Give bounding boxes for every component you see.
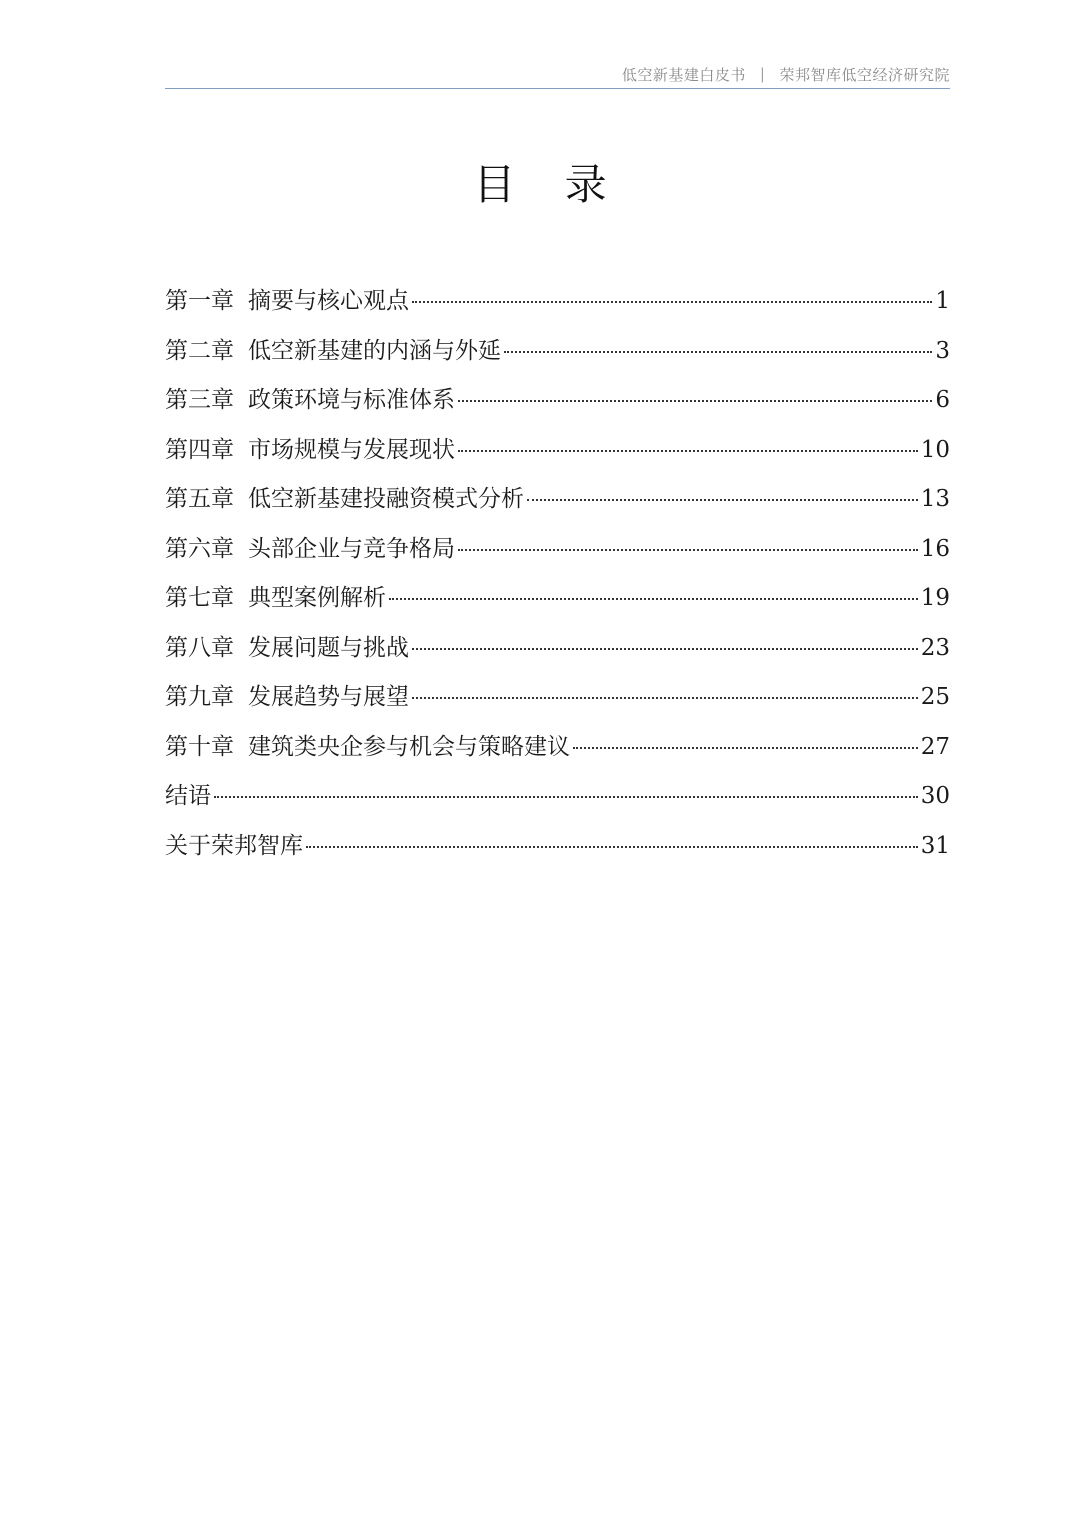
toc-chapter-number: 第七章 [165,585,234,611]
header-document-title: 低空新基建白皮书 [621,65,746,84]
toc-entry[interactable] [165,673,950,723]
toc-dot-leader [214,796,918,798]
toc-entry-title: 发展问题与挑战 [248,634,409,661]
toc-entry[interactable] [165,574,950,624]
toc-dot-leader [458,400,932,402]
toc-page-number: 10 [920,436,950,463]
toc-entry-title: 市场规模与发展现状 [248,436,455,463]
toc-entry[interactable] [165,525,950,575]
toc-entry[interactable] [165,624,950,674]
toc-page-number: 23 [920,634,950,661]
toc-page-number: 30 [920,783,950,809]
toc-entry[interactable] [165,723,950,773]
running-header [165,62,950,86]
toc-chapter-number: 第一章 [165,288,234,314]
toc-page-number: 6 [935,387,950,413]
header-separator: | [759,65,766,83]
toc-entry-title: 关于荣邦智库 [165,832,303,859]
toc-entry-title: 建筑类央企参与机会与策略建议 [248,733,570,760]
toc-dot-leader [458,549,918,551]
toc-page-number: 31 [920,832,950,859]
toc-page-number: 25 [920,684,950,710]
toc-page-number: 27 [920,733,950,760]
toc-entry-title: 头部企业与竞争格局 [248,535,455,562]
toc-entry[interactable] [165,327,950,377]
toc-dot-leader [389,598,918,600]
toc-dot-leader [573,747,918,749]
toc-page-number: 13 [920,486,950,512]
toc-chapter-number: 第五章 [165,486,234,512]
toc-dot-leader [412,301,932,303]
toc-entry[interactable] [165,822,950,872]
toc-dot-leader [504,351,932,353]
toc-chapter-number: 第四章 [165,436,234,463]
toc-page-number: 3 [935,337,950,364]
toc-chapter-number: 第八章 [165,634,234,661]
toc-entry[interactable] [165,277,950,327]
toc-entry[interactable] [165,475,950,525]
toc-page-number: 16 [920,535,950,562]
toc-entry-title: 发展趋势与展望 [248,684,409,710]
toc-dot-leader [306,846,918,848]
toc-entry-title: 政策环境与标准体系 [248,387,455,413]
toc-page-number: 1 [935,288,950,314]
page-title: 目 录 [473,160,625,209]
toc-entry[interactable] [165,772,950,822]
toc-dot-leader [527,499,918,501]
toc-chapter-number: 第三章 [165,387,234,413]
toc-entry[interactable] [165,376,950,426]
toc-chapter-number: 第十章 [165,733,234,760]
toc-entry[interactable] [165,426,950,476]
toc-entry-title: 典型案例解析 [248,585,386,611]
toc-chapter-number: 第九章 [165,684,234,710]
toc-chapter-number: 第六章 [165,535,234,562]
toc-entry-title: 低空新基建的内涵与外延 [248,337,501,364]
toc-dot-leader [412,697,918,699]
table-of-contents [165,277,950,871]
toc-page-number: 19 [920,585,950,611]
toc-entry-title: 摘要与核心观点 [248,288,409,314]
toc-dot-leader [458,450,918,452]
header-organization: 荣邦智库低空经济研究院 [779,65,950,84]
toc-entry-title: 低空新基建投融资模式分析 [248,486,524,512]
header-rule [165,88,950,89]
toc-chapter-number: 第二章 [165,337,234,364]
toc-entry-title: 结语 [165,783,211,809]
toc-dot-leader [412,648,918,650]
